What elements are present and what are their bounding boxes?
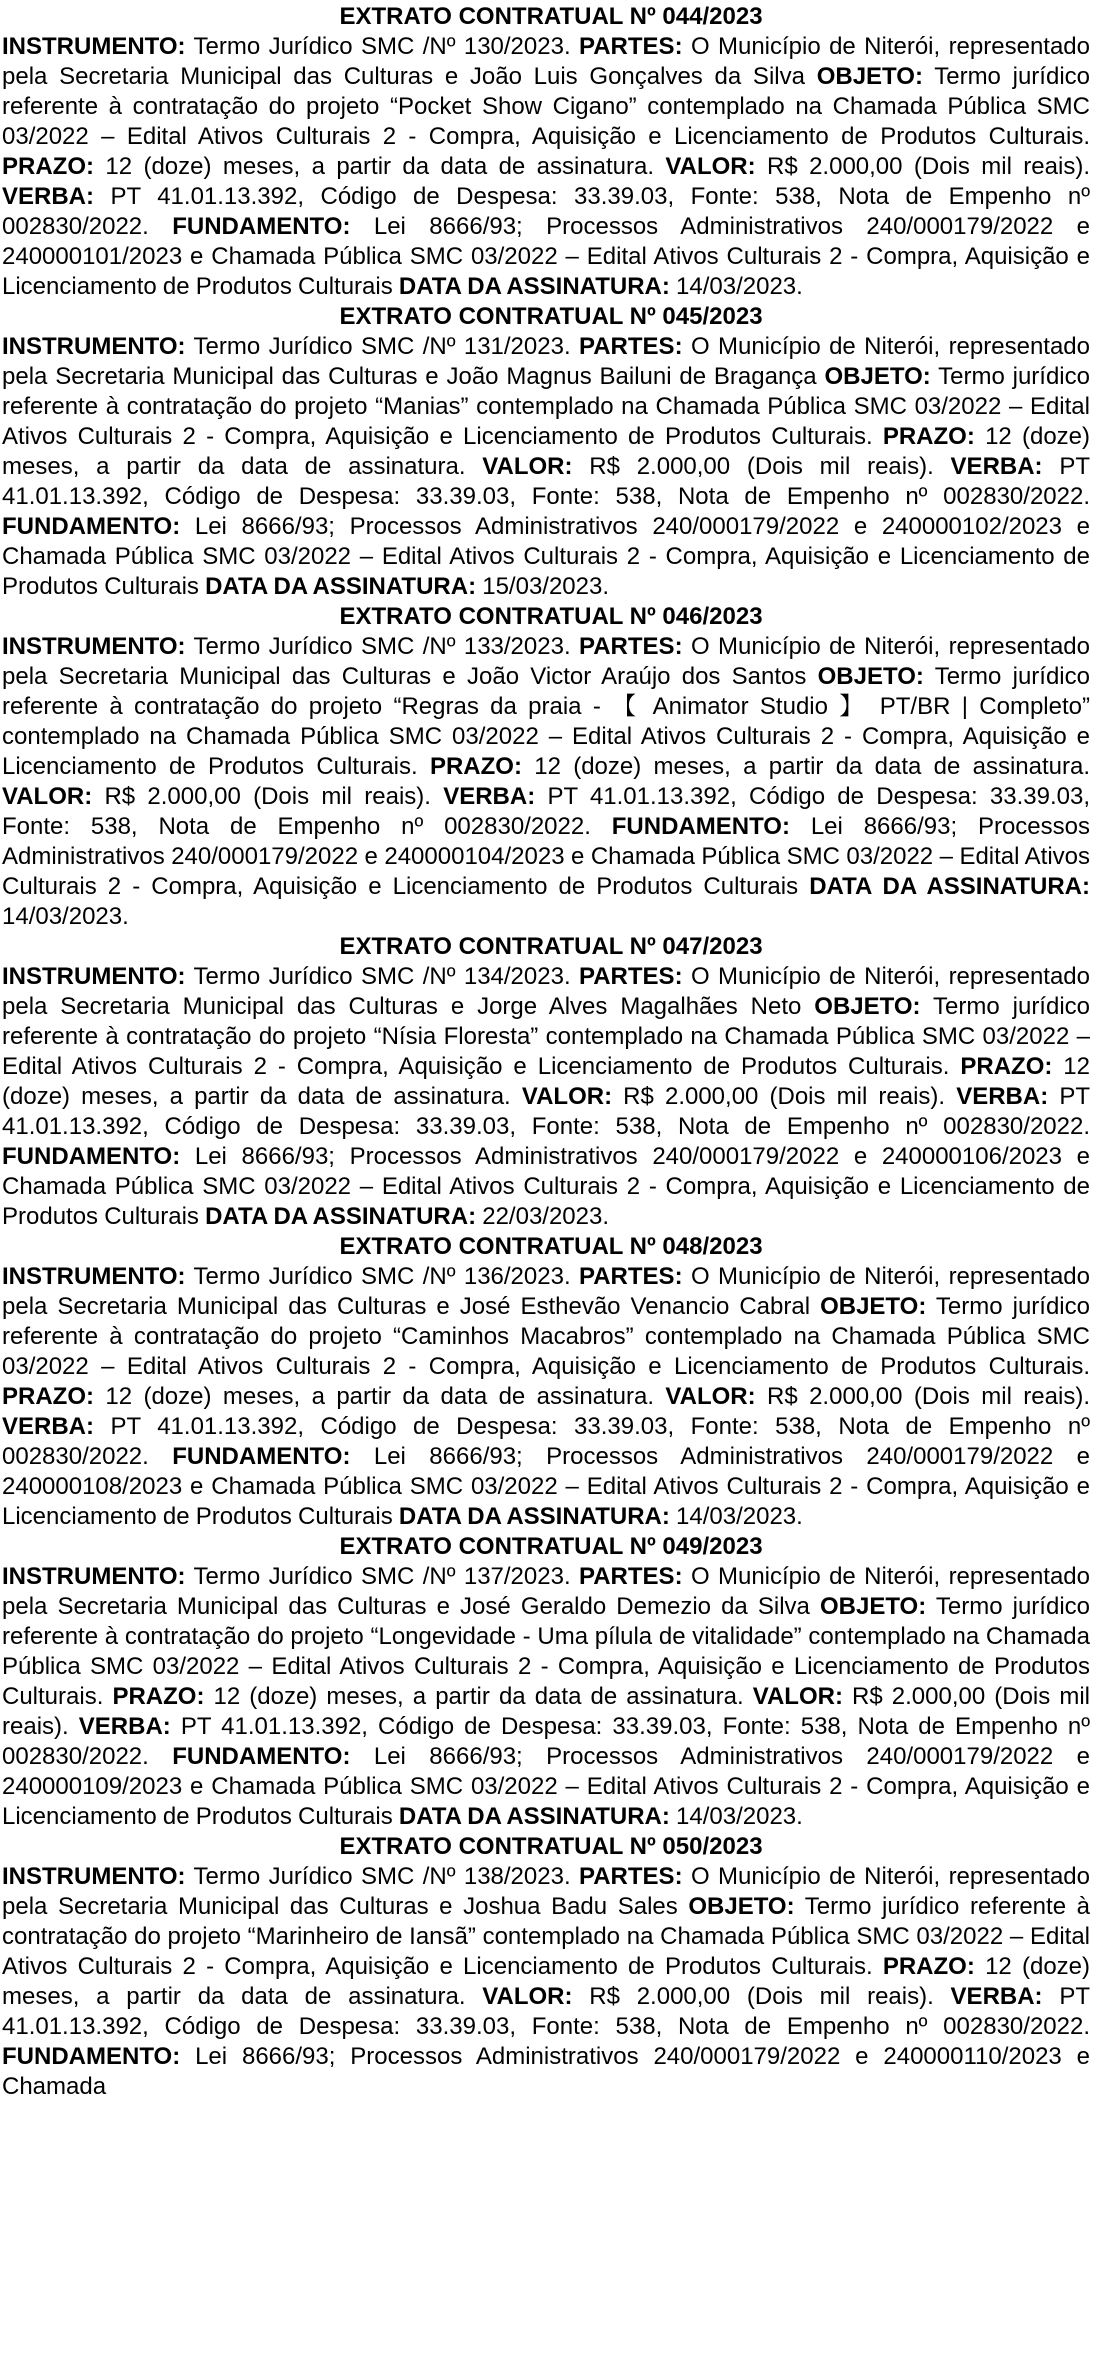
valor-text: R$ 2.000,00 (Dois mil reais).: [2, 1683, 1090, 1740]
extrato-046: [2, 602, 1090, 932]
extrato-title: EXTRATO CONTRATUAL Nº 046/2023: [339, 603, 763, 630]
prazo-label: PRAZO:: [882, 423, 975, 450]
partes-text: O Município de Niterói, representado pela Secretaria Municipal das Culturas e João Victor Araújo dos Santos: [2, 633, 1090, 690]
extrato-title: EXTRATO CONTRATUAL Nº 045/2023: [339, 303, 763, 330]
prazo-text: 12 (doze) meses, a partir da data de assinatura.: [94, 153, 666, 180]
data-assinatura-label: DATA DA ASSINATURA:: [205, 1203, 477, 1230]
extrato-title: EXTRATO CONTRATUAL Nº 048/2023: [339, 1233, 763, 1260]
data-assinatura-text: 14/03/2023.: [669, 1803, 803, 1830]
fundamento-label: FUNDAMENTO:: [172, 213, 351, 240]
fundamento-text: Lei 8666/93; Processos Administrativos 240/000179/2022 e 240000102/2023 e Chamada Pública SMC 03/2022 – Edital Ativos Culturais 2 - Compra, Aquisição e Licenciamento de Produtos Culturais: [2, 513, 1090, 600]
fundamento-text: Lei 8666/93; Processos Administrativos 240/000179/2022 e 240000104/2023 e Chamada Pública SMC 03/2022 – Edital Ativos Culturais 2 - Compra, Aquisição e Licenciamento de Produtos Culturais: [2, 813, 1091, 900]
valor-text: R$ 2.000,00 (Dois mil reais).: [572, 453, 951, 480]
valor-label: VALOR:: [521, 1083, 613, 1110]
prazo-label: PRAZO:: [429, 753, 522, 780]
instrumento-label: INSTRUMENTO:: [2, 333, 186, 360]
objeto-label: OBJETO:: [820, 1293, 927, 1320]
valor-label: VALOR:: [482, 453, 573, 480]
objeto-text: Termo jurídico referente à contratação do projeto “Longevidade - Uma pílula de vitalidade” contemplado na Chamada Pública SMC 03/2022 – Edital Ativos Culturais 2 - Compra, Aquisição e Licenciamento de Produtos Culturais.: [2, 1593, 1090, 1710]
objeto-label: OBJETO:: [819, 1593, 927, 1620]
prazo-label: PRAZO:: [960, 1053, 1053, 1080]
data-assinatura-label: DATA DA ASSINATURA:: [398, 273, 670, 300]
data-assinatura-text: 14/03/2023.: [669, 273, 803, 300]
data-assinatura-label: DATA DA ASSINATURA:: [205, 573, 477, 600]
partes-label: PARTES:: [579, 963, 683, 990]
extrato-body: [2, 32, 1090, 302]
instrumento-text: Termo Jurídico SMC /Nº 136/2023.: [185, 1263, 579, 1290]
partes-label: PARTES:: [579, 1263, 683, 1290]
valor-label: VALOR:: [665, 153, 756, 180]
partes-label: PARTES:: [579, 333, 683, 360]
extrato-body: [2, 332, 1090, 602]
data-assinatura-text: 22/03/2023.: [476, 1203, 610, 1230]
verba-label: VERBA:: [2, 1413, 95, 1440]
fundamento-text: Lei 8666/93; Processos Administrativos 240/000179/2022 e 240000101/2023 e Chamada Pública SMC 03/2022 – Edital Ativos Culturais 2 - Compra, Aquisição e Licenciamento de Produtos Culturais: [2, 213, 1091, 300]
objeto-text: Termo jurídico referente à contratação do projeto “Marinheiro de Iansã” contemplado na Chamada Pública SMC 03/2022 – Edital Ativos Culturais 2 - Compra, Aquisição e Licenciamento de Produtos Culturais.: [2, 1893, 1090, 1980]
objeto-label: OBJETO:: [816, 63, 923, 90]
extrato-047: [2, 932, 1090, 1232]
partes-text: O Município de Niterói, representado pela Secretaria Municipal das Culturas e João Luis Gonçalves da Silva: [2, 33, 1090, 90]
valor-label: VALOR:: [2, 783, 93, 810]
partes-text: O Município de Niterói, representado pela Secretaria Municipal das Culturas e Joshua Badu Sales: [2, 1863, 1090, 1920]
objeto-text: Termo jurídico referente à contratação do projeto “Regras da praia - 【 Animator Studio 】 PT/BR | Completo” contemplado na Chamada Pública SMC 03/2022 – Edital Ativos Culturais 2 - Compra, Aquisição e Licenciamento de Produtos Culturais.: [2, 663, 1090, 780]
partes-text: O Município de Niterói, representado pela Secretaria Municipal das Culturas e José Geraldo Demezio da Silva: [2, 1563, 1090, 1620]
verba-label: VERBA:: [950, 1983, 1043, 2010]
partes-text: O Município de Niterói, representado pela Secretaria Municipal das Culturas e José Esthevão Venancio Cabral: [2, 1263, 1090, 1320]
instrumento-text: Termo Jurídico SMC /Nº 134/2023.: [185, 963, 579, 990]
extrato-body: [2, 1262, 1090, 1532]
valor-text: R$ 2.000,00 (Dois mil reais).: [755, 153, 1090, 180]
instrumento-label: INSTRUMENTO:: [2, 963, 186, 990]
valor-label: VALOR:: [482, 1983, 573, 2010]
instrumento-text: Termo Jurídico SMC /Nº 133/2023.: [185, 633, 579, 660]
prazo-text: 12 (doze) meses, a partir da data de assinatura.: [94, 1383, 666, 1410]
instrumento-label: INSTRUMENTO:: [2, 633, 186, 660]
fundamento-text: Lei 8666/93; Processos Administrativos 240/000179/2022 e 240000109/2023 e Chamada Pública SMC 03/2022 – Edital Ativos Culturais 2 - Compra, Aquisição e Licenciamento de Produtos Culturais: [2, 1743, 1091, 1830]
verba-text: PT 41.01.13.392, Código de Despesa: 33.39.03, Fonte: 538, Nota de Empenho nº 002830/2022.: [2, 1413, 1090, 1470]
extrato-body: [2, 632, 1090, 932]
partes-label: PARTES:: [579, 633, 683, 660]
extrato-title: EXTRATO CONTRATUAL Nº 049/2023: [339, 1533, 763, 1560]
fundamento-label: FUNDAMENTO:: [172, 1743, 351, 1770]
instrumento-text: Termo Jurídico SMC /Nº 131/2023.: [185, 333, 579, 360]
extrato-044: [2, 2, 1090, 302]
instrumento-text: Termo Jurídico SMC /Nº 137/2023.: [185, 1563, 579, 1590]
extrato-title: EXTRATO CONTRATUAL Nº 047/2023: [339, 933, 763, 960]
verba-text: PT 41.01.13.392, Código de Despesa: 33.39.03, Fonte: 538, Nota de Empenho nº 002830/2022.: [2, 183, 1090, 240]
extrato-048: [2, 1232, 1090, 1532]
verba-text: PT 41.01.13.392, Código de Despesa: 33.39.03, Fonte: 538, Nota de Empenho nº 002830/2022.: [2, 1083, 1091, 1140]
prazo-label: PRAZO:: [2, 153, 94, 180]
data-assinatura-label: DATA DA ASSINATURA:: [398, 1503, 670, 1530]
prazo-text: 12 (doze) meses, a partir da data de assinatura.: [521, 753, 1090, 780]
instrumento-label: INSTRUMENTO:: [2, 1563, 186, 1590]
extrato-body: [2, 962, 1090, 1232]
verba-text: PT 41.01.13.392, Código de Despesa: 33.39.03, Fonte: 538, Nota de Empenho nº 002830/2022.: [2, 453, 1090, 510]
verba-label: VERBA:: [956, 1083, 1049, 1110]
valor-text: R$ 2.000,00 (Dois mil reais).: [755, 1383, 1090, 1410]
fundamento-label: FUNDAMENTO:: [611, 813, 790, 840]
partes-label: PARTES:: [579, 1863, 683, 1890]
instrumento-label: INSTRUMENTO:: [2, 33, 186, 60]
fundamento-label: FUNDAMENTO:: [172, 1443, 351, 1470]
instrumento-label: INSTRUMENTO:: [2, 1263, 186, 1290]
objeto-text: Termo jurídico referente à contratação do projeto “Manias” contemplado na Chamada Pública SMC 03/2022 – Edital Ativos Culturais 2 - Compra, Aquisição e Licenciamento de Produtos Culturais.: [2, 363, 1090, 450]
fundamento-text: Lei 8666/93; Processos Administrativos 240/000179/2022 e 240000106/2023 e Chamada Pública SMC 03/2022 – Edital Ativos Culturais 2 - Compra, Aquisição e Licenciamento de Produtos Culturais: [2, 1143, 1090, 1230]
objeto-text: Termo jurídico referente à contratação do projeto “Caminhos Macabros” contemplado na Chamada Pública SMC 03/2022 – Edital Ativos Culturais 2 - Compra, Aquisição e Licenciamento de Produtos Culturais.: [2, 1293, 1090, 1380]
extrato-body: [2, 1862, 1090, 2102]
verba-label: VERBA:: [950, 453, 1043, 480]
valor-label: VALOR:: [752, 1683, 843, 1710]
prazo-label: PRAZO:: [882, 1953, 975, 1980]
data-assinatura-text: 14/03/2023.: [669, 1503, 803, 1530]
prazo-text: 12 (doze) meses, a partir da data de assinatura.: [2, 423, 1091, 480]
fundamento-label: FUNDAMENTO:: [2, 1143, 181, 1170]
objeto-text: Termo jurídico referente à contratação do projeto “Pocket Show Cigano” contemplado na Chamada Pública SMC 03/2022 – Edital Ativos Culturais 2 - Compra, Aquisição e Licenciamento de Produtos Culturais.: [2, 63, 1090, 150]
extrato-050: [2, 1832, 1090, 2102]
verba-label: VERBA:: [443, 783, 536, 810]
extrato-045: [2, 302, 1090, 602]
objeto-text: Termo jurídico referente à contratação do projeto “Nísia Floresta” contemplado na Chamada Pública SMC 03/2022 – Edital Ativos Culturais 2 - Compra, Aquisição e Licenciamento de Produtos Culturais.: [2, 993, 1091, 1080]
prazo-text: 12 (doze) meses, a partir da data de assinatura.: [2, 1053, 1090, 1110]
instrumento-text: Termo Jurídico SMC /Nº 138/2023.: [185, 1863, 579, 1890]
verba-label: VERBA:: [78, 1713, 171, 1740]
data-assinatura-label: DATA DA ASSINATURA:: [398, 1803, 670, 1830]
fundamento-label: FUNDAMENTO:: [2, 513, 181, 540]
verba-text: PT 41.01.13.392, Código de Despesa: 33.39.03, Fonte: 538, Nota de Empenho nº 002830/2022.: [2, 783, 1090, 840]
verba-text: PT 41.01.13.392, Código de Despesa: 33.39.03, Fonte: 538, Nota de Empenho nº 002830/2022.: [2, 1713, 1090, 1770]
fundamento-text: Lei 8666/93; Processos Administrativos 240/000179/2022 e 240000110/2023 e Chamada: [2, 2043, 1090, 2100]
extrato-body: [2, 1562, 1090, 1832]
valor-label: VALOR:: [665, 1383, 756, 1410]
valor-text: R$ 2.000,00 (Dois mil reais).: [92, 783, 444, 810]
valor-text: R$ 2.000,00 (Dois mil reais).: [612, 1083, 957, 1110]
fundamento-label: FUNDAMENTO:: [2, 2043, 181, 2070]
instrumento-label: INSTRUMENTO:: [2, 1863, 186, 1890]
extrato-049: [2, 1532, 1090, 1832]
objeto-label: OBJETO:: [688, 1893, 795, 1920]
fundamento-text: Lei 8666/93; Processos Administrativos 240/000179/2022 e 240000108/2023 e Chamada Pública SMC 03/2022 – Edital Ativos Culturais 2 - Compra, Aquisição e Licenciamento de Produtos Culturais: [2, 1443, 1091, 1530]
objeto-label: OBJETO:: [817, 663, 924, 690]
objeto-label: OBJETO:: [814, 993, 921, 1020]
instrumento-text: Termo Jurídico SMC /Nº 130/2023.: [185, 33, 579, 60]
prazo-label: PRAZO:: [2, 1383, 94, 1410]
verba-text: PT 41.01.13.392, Código de Despesa: 33.39.03, Fonte: 538, Nota de Empenho nº 002830/2022.: [2, 1983, 1090, 2040]
data-assinatura-text: 14/03/2023.: [2, 903, 129, 930]
extrato-title: EXTRATO CONTRATUAL Nº 044/2023: [339, 3, 763, 30]
extrato-title: EXTRATO CONTRATUAL Nº 050/2023: [339, 1833, 763, 1860]
prazo-text: 12 (doze) meses, a partir da data de assinatura.: [2, 1953, 1091, 2010]
partes-text: O Município de Niterói, representado pela Secretaria Municipal das Culturas e Jorge Alves Magalhães Neto: [2, 963, 1090, 1020]
prazo-text: 12 (doze) meses, a partir da data de assinatura.: [204, 1683, 753, 1710]
verba-label: VERBA:: [2, 183, 95, 210]
partes-label: PARTES:: [579, 1563, 683, 1590]
partes-text: O Município de Niterói, representado pela Secretaria Municipal das Culturas e João Magnus Bailuni de Bragança: [2, 333, 1090, 390]
partes-label: PARTES:: [579, 33, 683, 60]
prazo-label: PRAZO:: [112, 1683, 205, 1710]
valor-text: R$ 2.000,00 (Dois mil reais).: [572, 1983, 951, 2010]
data-assinatura-label: DATA DA ASSINATURA:: [809, 873, 1091, 900]
objeto-label: OBJETO:: [824, 363, 931, 390]
data-assinatura-text: 15/03/2023.: [476, 573, 610, 600]
